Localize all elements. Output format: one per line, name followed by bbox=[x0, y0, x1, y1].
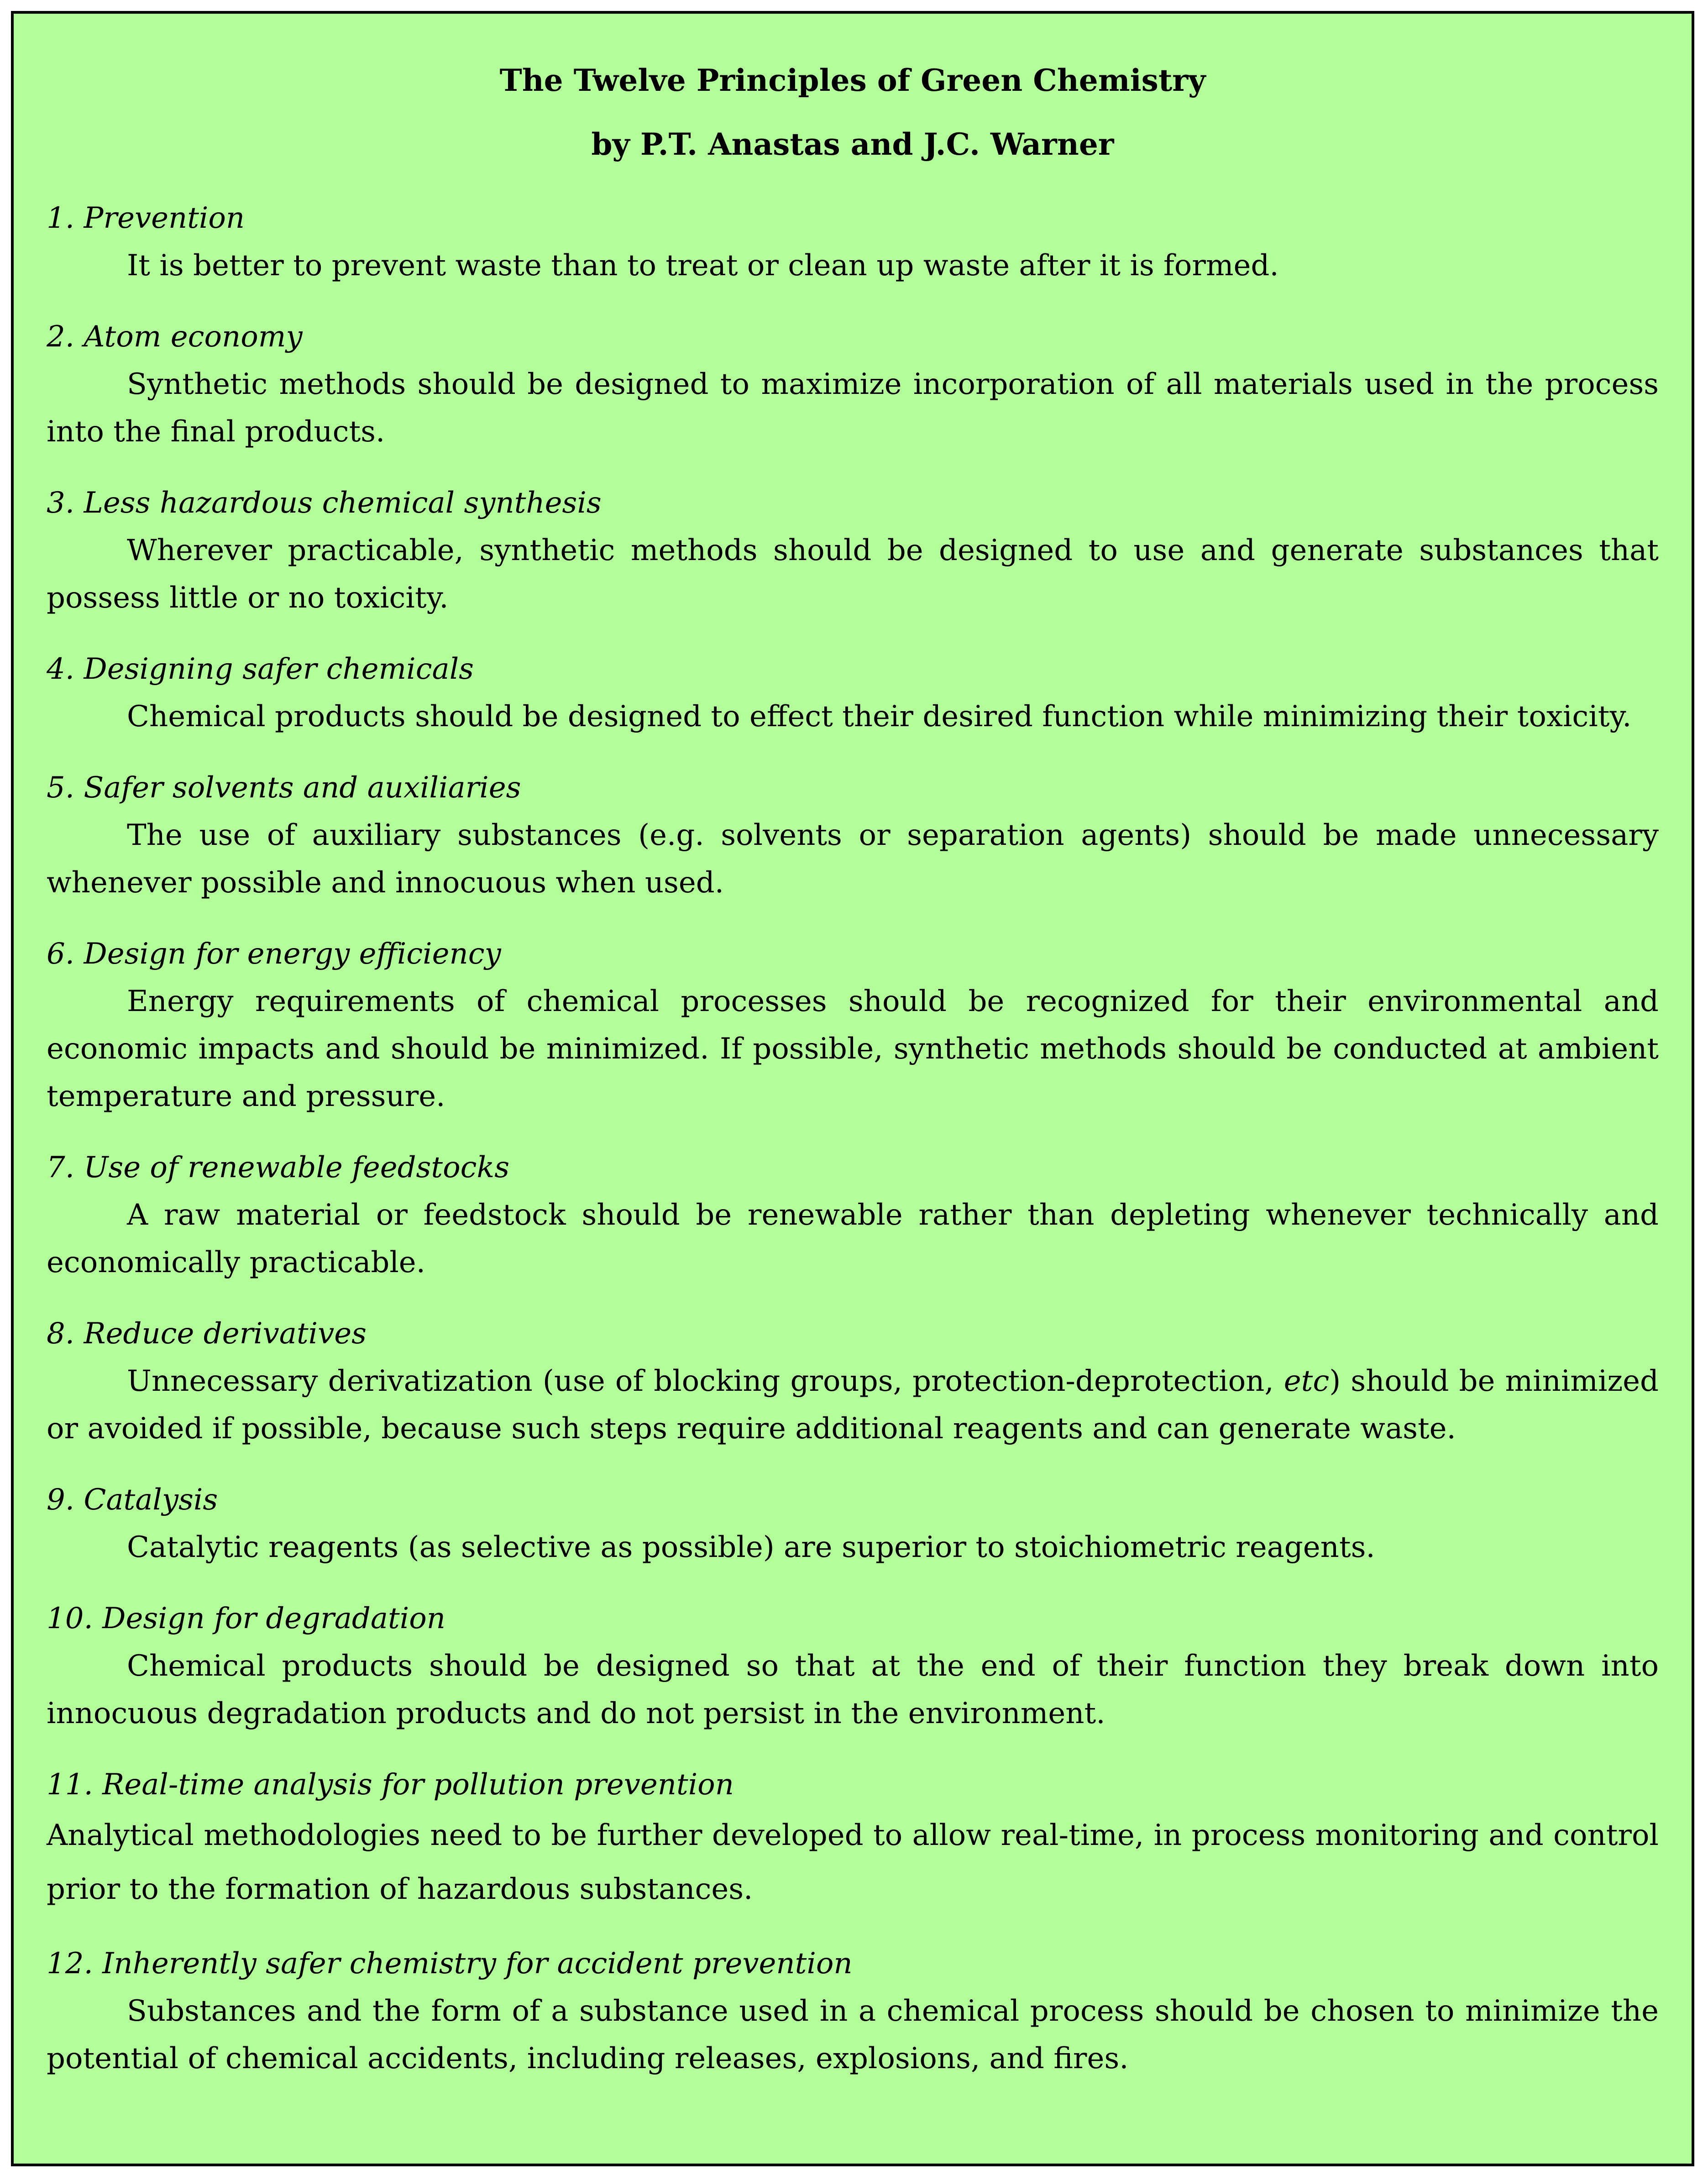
principle-text: Analytical methodologies need to be further developed to allow real-time, in process monitoring and control prior to the formation of hazardous substances. bbox=[47, 1818, 1659, 1906]
principles-box bbox=[11, 11, 1694, 2166]
principle-1 bbox=[47, 194, 1659, 289]
principle-text-italic: etc bbox=[1284, 1364, 1330, 1398]
principle-2 bbox=[47, 313, 1659, 456]
principle-heading: 1. Prevention bbox=[47, 201, 245, 235]
principle-heading: 4. Designing safer chemicals bbox=[47, 652, 474, 686]
principle-text: The use of auxiliary substances (e.g. solvents or separation agents) should be made unnecessary whenever possible and innocuous when used. bbox=[47, 818, 1659, 900]
principle-5 bbox=[47, 764, 1659, 907]
principle-9 bbox=[47, 1476, 1659, 1571]
principle-heading: 8. Reduce derivatives bbox=[47, 1317, 367, 1351]
principle-heading: 9. Catalysis bbox=[47, 1483, 218, 1517]
principle-heading: 2. Atom economy bbox=[47, 320, 303, 354]
principle-text: Substances and the form of a substance used in a chemical process should be chosen to minimize the potential of chemical accidents, including releases, explosions, and fires. bbox=[47, 1994, 1659, 2075]
principle-heading: 11. Real-time analysis for pollution prevention bbox=[47, 1768, 734, 1802]
document-subtitle: by P.T. Anastas and J.C. Warner bbox=[591, 126, 1114, 162]
principle-heading: 6. Design for energy efficiency bbox=[47, 937, 501, 971]
principle-text-part: ) should be minimized or avoided if possible, because such steps require additional reagents and can generate waste. bbox=[47, 1364, 1659, 1446]
principle-text: Catalytic reagents (as selective as possible) are superior to stoichiometric reagents. bbox=[127, 1530, 1375, 1564]
principle-text-part: Unnecessary derivatization (use of blocking groups, protection-deprotection, bbox=[127, 1364, 1284, 1398]
principle-12 bbox=[47, 1940, 1659, 2082]
principle-heading: 12. Inherently safer chemistry for accident prevention bbox=[47, 1947, 853, 1981]
principle-3 bbox=[47, 479, 1659, 622]
principle-7 bbox=[47, 1144, 1659, 1286]
principle-heading: 5. Safer solvents and auxiliaries bbox=[47, 771, 521, 805]
principle-text: Wherever practicable, synthetic methods should be designed to use and generate substances that possess little or no toxicity. bbox=[47, 534, 1659, 615]
principle-text: Energy requirements of chemical processes should be recognized for their environmental and economic impacts and should be minimized. If possible, synthetic methods should be conducted at ambient temperature and pressure. bbox=[47, 985, 1659, 1113]
principle-heading: 3. Less hazardous chemical synthesis bbox=[47, 486, 602, 520]
principle-text: Chemical products should be designed to effect their desired function while minimizing their toxicity. bbox=[127, 700, 1632, 734]
principle-text bbox=[47, 1357, 1659, 1452]
document-title: The Twelve Principles of Green Chemistry bbox=[499, 63, 1206, 98]
principle-text: Chemical products should be designed so that at the end of their function they break down into innocuous degradation products and do not persist in the environment. bbox=[47, 1649, 1659, 1730]
principle-10 bbox=[47, 1595, 1659, 1737]
principle-8 bbox=[47, 1310, 1659, 1452]
principle-11 bbox=[47, 1761, 1659, 1916]
principle-6 bbox=[47, 930, 1659, 1120]
principle-text: Synthetic methods should be designed to maximize incorporation of all materials used in the process into the final products. bbox=[47, 367, 1659, 449]
principle-4 bbox=[47, 645, 1659, 740]
principle-text: A raw material or feedstock should be renewable rather than depleting whenever technically and economically practicable. bbox=[47, 1198, 1659, 1279]
principle-heading: 7. Use of renewable feedstocks bbox=[47, 1151, 510, 1184]
principle-text: It is better to prevent waste than to treat or clean up waste after it is formed. bbox=[127, 249, 1279, 283]
principle-heading: 10. Design for degradation bbox=[47, 1602, 445, 1635]
